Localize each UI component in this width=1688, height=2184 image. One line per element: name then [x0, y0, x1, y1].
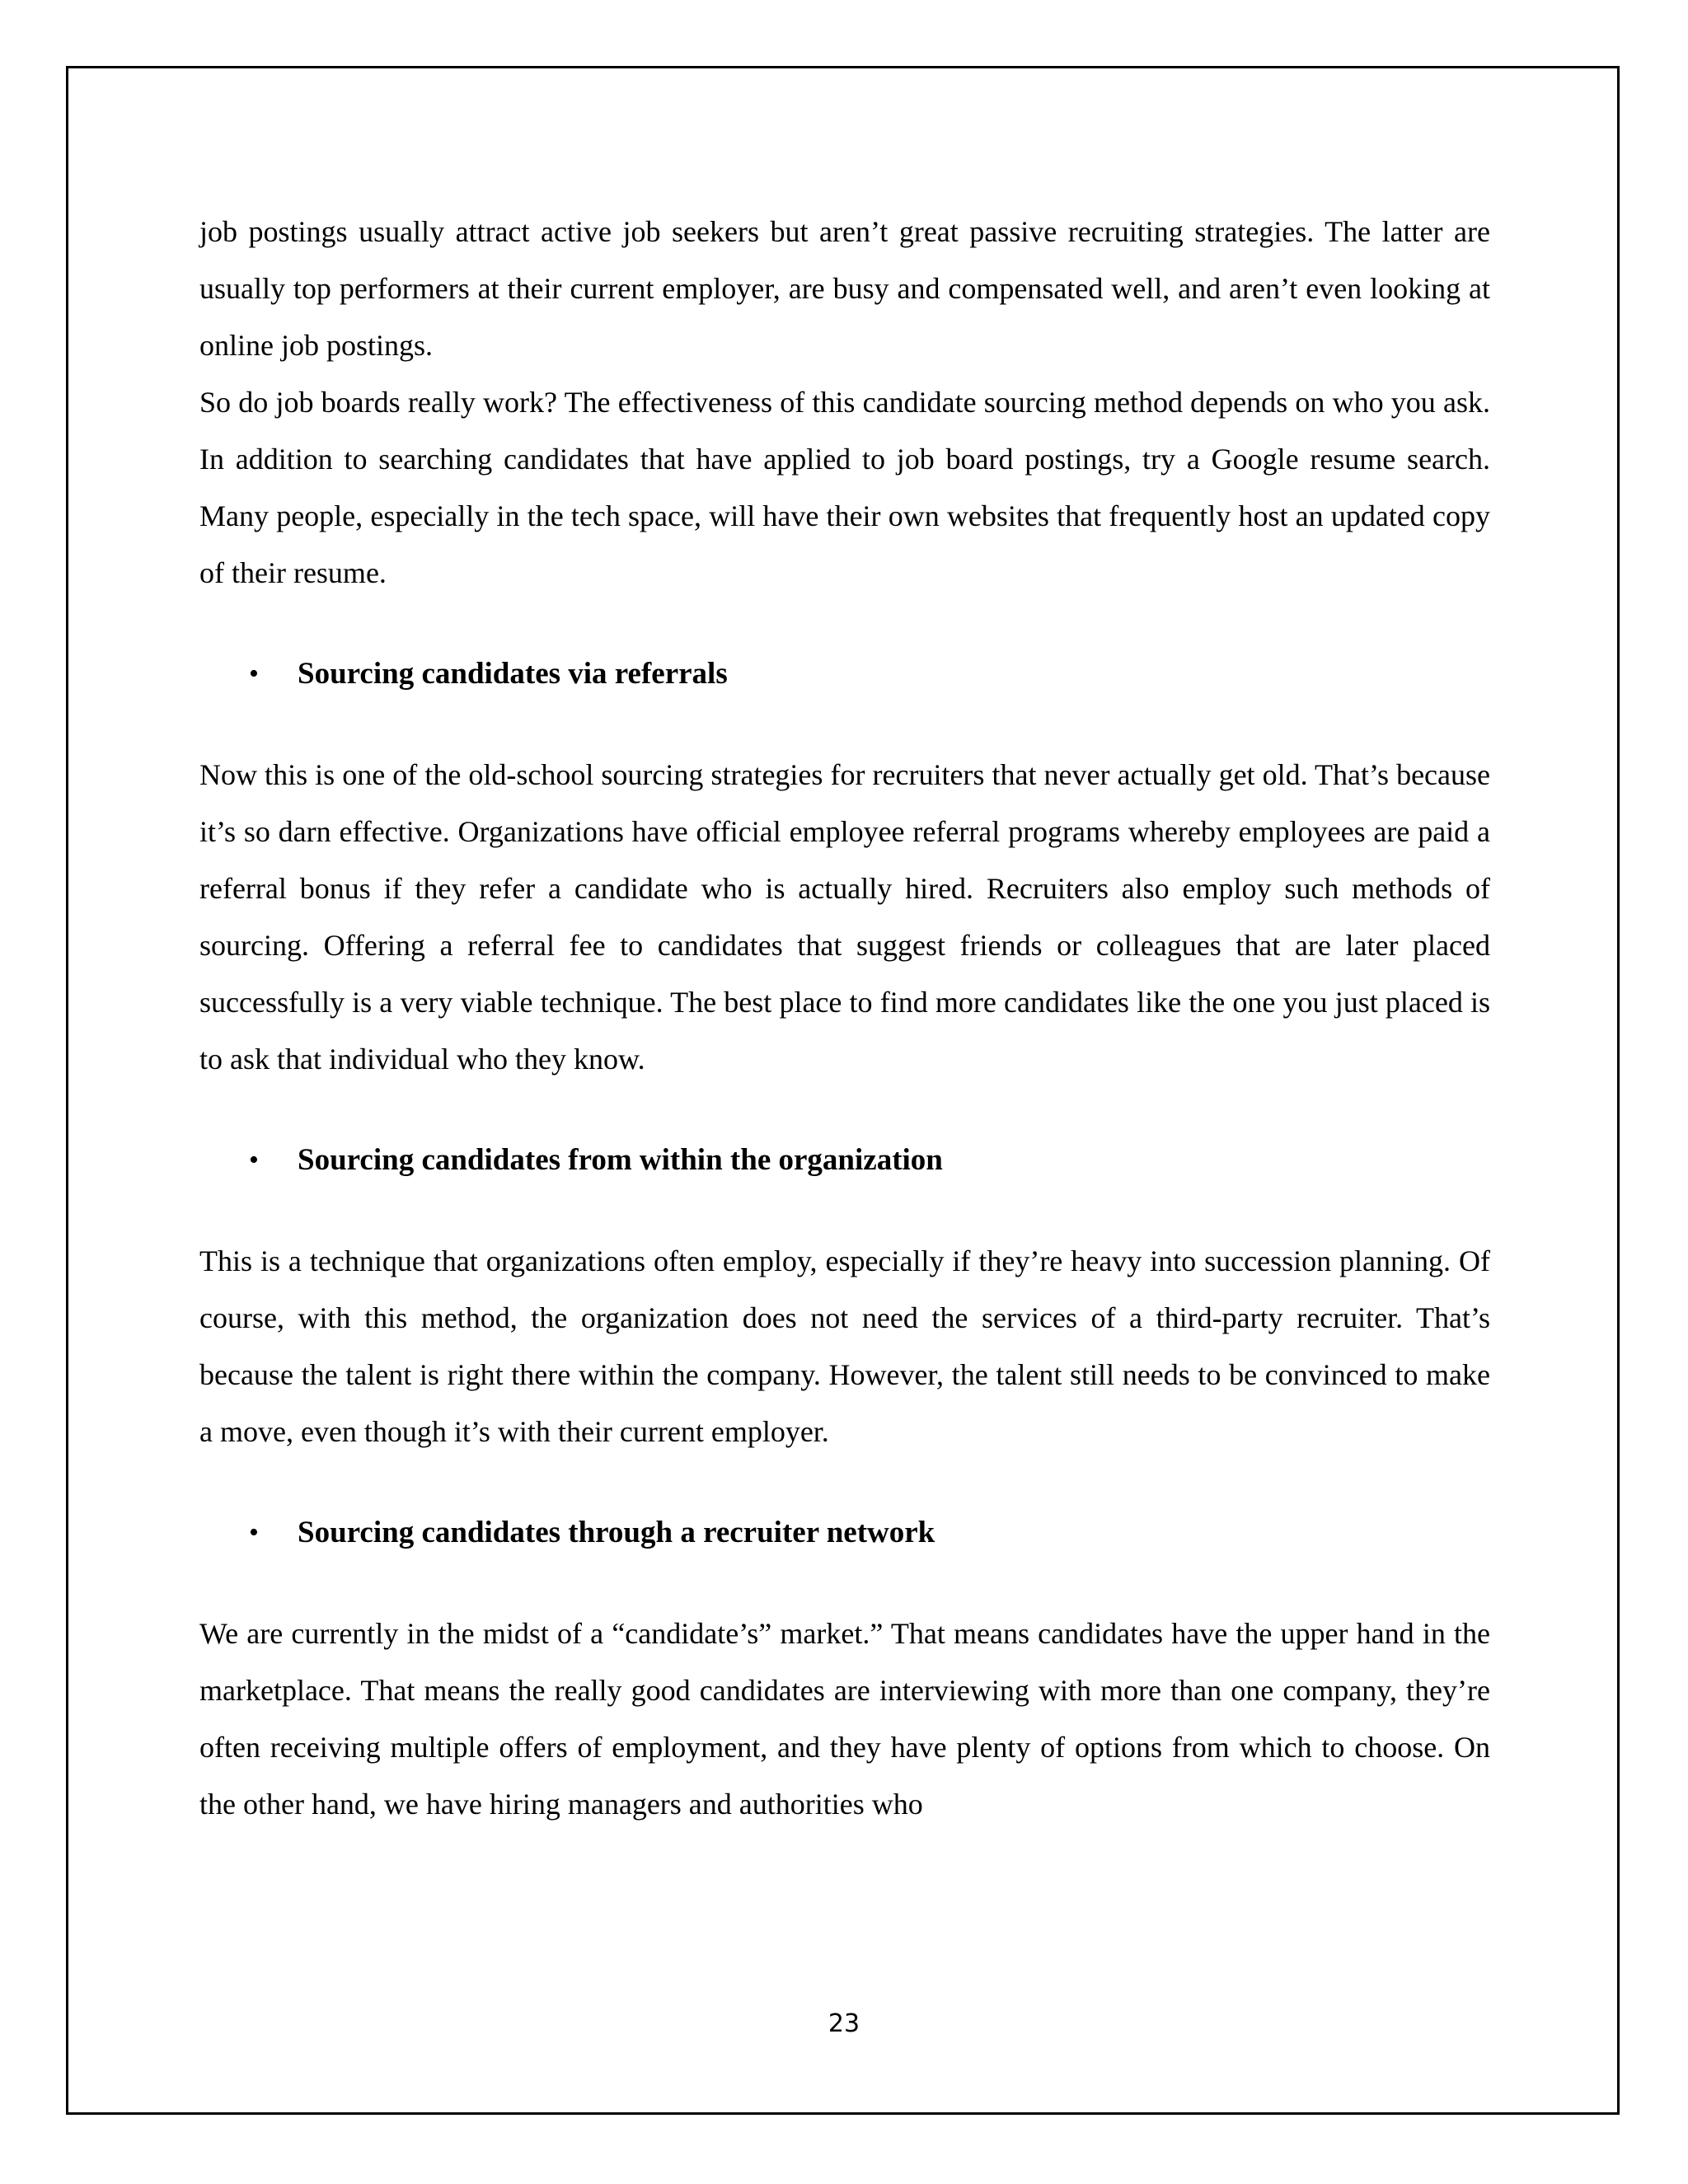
- paragraph-job-boards: So do job boards really work? The effectiveness of this candidate sourcing method depends on who you ask. In addition to searching candidates that have applied to job board postings, try a Google resume search. Many people, especially in the tech space, will have their own websites that frequently host an updated copy of their resume.: [199, 386, 1490, 589]
- bullet-icon: •: [249, 1517, 259, 1548]
- heading-referrals-text: Sourcing candidates via referrals: [298, 657, 728, 691]
- heading-within-organization-text: Sourcing candidates from within the organization: [298, 1143, 943, 1177]
- heading-recruiter-network-text: Sourcing candidates through a recruiter network: [298, 1516, 935, 1549]
- paragraph-recruiter-network: We are currently in the midst of a “candidate’s” market.” That means candidates have the upper hand in the marketplace. That means the really good candidates are interviewing with more than one company, they’re often receiving multiple offers of employment, and they have plenty of options from which to choose. On the other hand, we have hiring managers and authorities who: [199, 1617, 1490, 1821]
- heading-referrals: [199, 654, 1490, 695]
- bullet-icon: •: [249, 1145, 259, 1175]
- page-content: [199, 204, 1490, 1833]
- page-number: 23: [828, 2009, 860, 2038]
- paragraph-referrals: Now this is one of the old-school sourcing strategies for recruiters that never actually get old. That’s because it’s so darn effective. Organizations have official employee referral programs whereby employees are paid a referral bonus if they refer a candidate who is actually hired. Recruiters also employ such methods of sourcing. Offering a referral fee to candidates that suggest friends or colleagues that are later placed successfully is a very viable technique. The best place to find more candidates like the one you just placed is to ask that individual who they know.: [199, 758, 1490, 1076]
- heading-recruiter-network: [199, 1512, 1490, 1554]
- heading-within-organization: [199, 1140, 1490, 1181]
- paragraph-within-organization: This is a technique that organizations often employ, especially if they’re heavy into succession planning. Of course, with this method, the organization does not need the services of a third-party recruiter. That’s because the talent is right there within the company. However, the talent still needs to be convinced to make a move, even though it’s with their current employer.: [199, 1244, 1490, 1448]
- bullet-icon: •: [249, 658, 259, 689]
- paragraph-job-postings: job postings usually attract active job seekers but aren’t great passive recruiting strategies. The latter are usually top performers at their current employer, are busy and compensated well, and aren’t even looking at online job postings.: [199, 215, 1490, 362]
